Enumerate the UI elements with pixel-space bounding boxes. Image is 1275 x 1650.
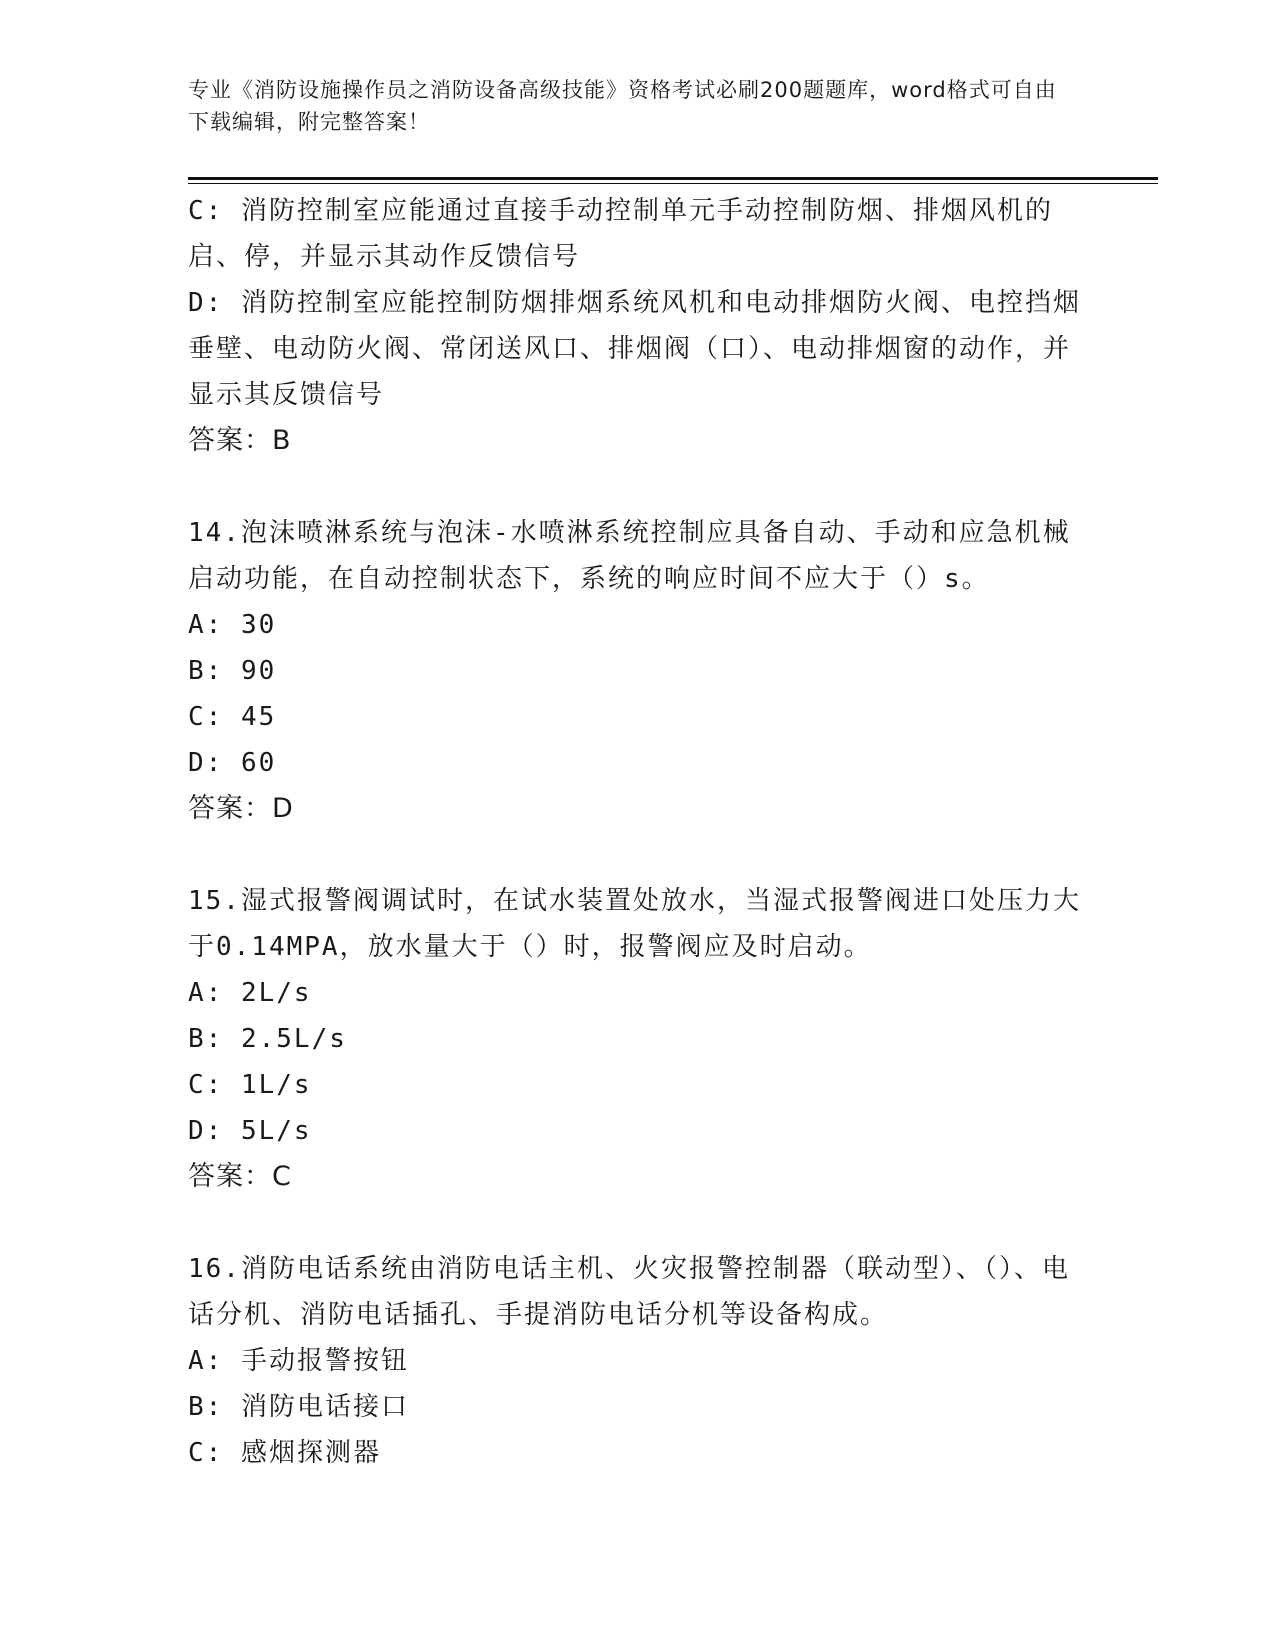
- question-13-continuation: [188, 188, 1088, 464]
- question-stem: 14.泡沫喷淋系统与泡沫-水喷淋系统控制应具备自动、手动和应急机械启动功能，在自动控制状态下，系统的响应时间不应大于（）s。: [188, 518, 1071, 594]
- option-c: C: 消防控制室应能通过直接手动控制单元手动控制防烟、排烟风机的启、停，并显示其动作反馈信号: [188, 196, 1053, 272]
- answer: 答案：D: [188, 793, 294, 824]
- option-b: B: 2.5L/s: [188, 1024, 347, 1054]
- question-stem: 16.消防电话系统由消防电话主机、火灾报警控制器（联动型）、（）、电话分机、消防电话插孔、手提消防电话分机等设备构成。: [188, 1254, 1070, 1330]
- option-d: D: 5L/s: [188, 1116, 312, 1146]
- option-b: B: 90: [188, 656, 277, 686]
- question-content: [188, 188, 1088, 1476]
- question-14: [188, 510, 1088, 832]
- option-c: C: 45: [188, 702, 277, 732]
- option-a: A: 30: [188, 610, 277, 640]
- option-d: D: 60: [188, 748, 277, 778]
- option-a: A: 手动报警按钮: [188, 1346, 409, 1376]
- answer: 答案：B: [188, 425, 292, 456]
- question-stem: 15.湿式报警阀调试时，在试水装置处放水，当湿式报警阀进口处压力大于0.14MPA，放水量大于（）时，报警阀应及时启动。: [188, 886, 1081, 962]
- answer: 答案：C: [188, 1161, 292, 1192]
- header-rule-thin: [188, 183, 1158, 184]
- option-d: D: 消防控制室应能控制防烟排烟系统风机和电动排烟防火阀、电控挡烟垂壁、电动防火阀、常闭送风口、排烟阀（口）、电动排烟窗的动作，并显示其反馈信号: [188, 288, 1081, 410]
- option-b: B: 消防电话接口: [188, 1392, 409, 1422]
- header-rule-thick: [188, 177, 1158, 180]
- page-header: 专业《消防设施操作员之消防设备高级技能》资格考试必刷200题题库，word格式可自由下载编辑，附完整答案！: [188, 78, 1057, 134]
- question-15: [188, 878, 1088, 1200]
- option-c: C: 感烟探测器: [188, 1438, 381, 1468]
- option-c: C: 1L/s: [188, 1070, 312, 1100]
- option-a: A: 2L/s: [188, 978, 312, 1008]
- question-16: [188, 1246, 1088, 1476]
